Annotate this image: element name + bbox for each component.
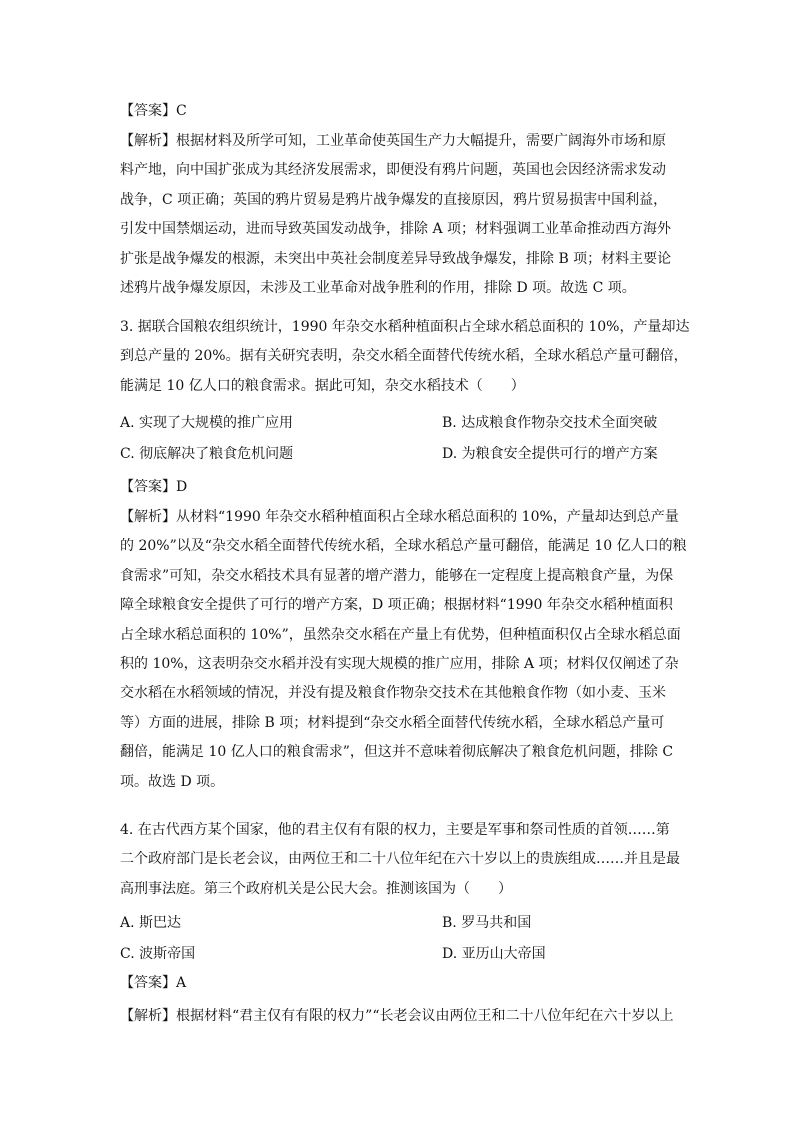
answer-line: 【答案】C [120, 103, 187, 119]
analysis-line: 【解析】根据材料“君主仅有有限的权力”“长老会议由两位王和二十八位年纪在六十岁以上 [120, 1008, 674, 1024]
q2-analysis [120, 127, 680, 303]
q3-analysis [120, 503, 687, 797]
option-row [120, 908, 680, 939]
answer-line: 【答案】A [120, 975, 187, 991]
analysis-line: 翻倍，能满足 10 亿人口的粮食需求”，但这并不意味着彻底解决了粮食危机问题，排除 C [120, 744, 674, 761]
q4-answer [120, 969, 680, 998]
option-a: A. 实现了大规模的推广应用 [120, 415, 294, 431]
option-d: D. 为粮食安全提供可行的增产方案 [442, 446, 658, 462]
option-row [120, 408, 680, 439]
q2-answer [120, 97, 680, 126]
analysis-line: 扩张是战争爆发的根源，未突出中英社会制度差异导致战争爆发，排除 B 项；材料主要论 [120, 250, 672, 267]
analysis-line: 积的 10%，这表明杂交水稻并没有实现大规模的推广应用，排除 A 项；材料仅仅阐述了杂 [120, 656, 679, 673]
analysis-line: 述鸦片战争爆发原因，未涉及工业革命对战争胜利的作用，排除 D 项。故选 C 项。 [120, 280, 636, 297]
analysis-line: 交水稻在水稻领域的情况，并没有提及粮食作物杂交技术在其他粮食作物（如小麦、玉米 [120, 685, 666, 702]
option-c: C. 彻底解决了粮食危机问题 [120, 446, 294, 462]
stem-line: 能满足 10 亿人口的粮食需求。据此可知，杂交水稻技术（ ） [120, 377, 525, 394]
analysis-line: 占全球水稻总面积的 10%”，虽然杂交水稻在产量上有优势，但种植面积仅占全球水稻总面 [120, 626, 681, 643]
analysis-line: 等）方面的进展，排除 B 项；材料提到“杂交水稻全面替代传统水稻，全球水稻总产量可 [120, 714, 665, 731]
analysis-line: 【解析】从材料“1990 年杂交水稻种植面积占全球水稻总面积的 10%，产量却达到总产量 [120, 509, 679, 525]
q4-options [120, 908, 680, 970]
q4-analysis [120, 1002, 680, 1031]
analysis-line: 的 20%”以及“杂交水稻全面替代传统水稻，全球水稻总产量可翻倍，能满足 10 亿人口的粮 [120, 538, 687, 555]
option-row [120, 439, 680, 470]
stem-line: 高刑事法庭。第三个政府机关是公民大会。推测该国为（ ） [120, 880, 512, 897]
option-d: D. 亚历山大帝国 [442, 946, 546, 962]
analysis-line: 障全球粮食安全提供了可行的增产方案，D 项正确；根据材料“1990 年杂交水稻种植面积 [120, 597, 673, 614]
analysis-line: 食需求”可知，杂交水稻技术具有显著的增产潜力，能够在一定程度上提高粮食产量，为保 [120, 567, 674, 584]
analysis-line: 引发中国禁烟运动，进而导致英国发动战争，排除 A 项；材料强调工业革命推动西方海外 [120, 221, 672, 238]
q3-options [120, 408, 680, 470]
analysis-line: 项。故选 D 项。 [120, 773, 225, 790]
option-a: A. 斯巴达 [120, 915, 182, 931]
option-c: C. 波斯帝国 [120, 946, 196, 962]
stem-line: 4. 在古代西方某个国家，他的君主仅有有限的权力，主要是军事和祭司性质的首领……第 [120, 822, 670, 838]
option-row [120, 939, 680, 970]
stem-line: 二个政府部门是长老会议，由两位王和二十八位年纪在六十岁以上的贵族组成……并且是最 [120, 851, 680, 868]
q3-answer [120, 473, 680, 502]
option-b: B. 达成粮食作物杂交技术全面突破 [442, 415, 658, 431]
stem-line: 3. 据联合国粮农组织统计，1990 年杂交水稻种植面积占全球水稻总面积的 10%，产量却达 [120, 319, 690, 335]
analysis-line: 料产地，向中国扩张成为其经济发展需求，即便没有鸦片问题，英国也会因经济需求发动 [120, 162, 666, 179]
stem-line: 到总产量的 20%。据有关研究表明，杂交水稻全面替代传统水稻，全球水稻总产量可翻倍， [120, 348, 688, 365]
analysis-line: 【解析】根据材料及所学可知，工业革命使英国生产力大幅提升，需要广阔海外市场和原 [120, 133, 666, 149]
q3-stem [120, 313, 690, 401]
q4-stem [120, 816, 680, 904]
answer-line: 【答案】D [120, 479, 188, 495]
option-b: B. 罗马共和国 [442, 915, 532, 931]
analysis-line: 战争，C 项正确；英国的鸦片贸易是鸦片战争爆发的直接原因，鸦片贸易损害中国利益， [120, 191, 668, 208]
